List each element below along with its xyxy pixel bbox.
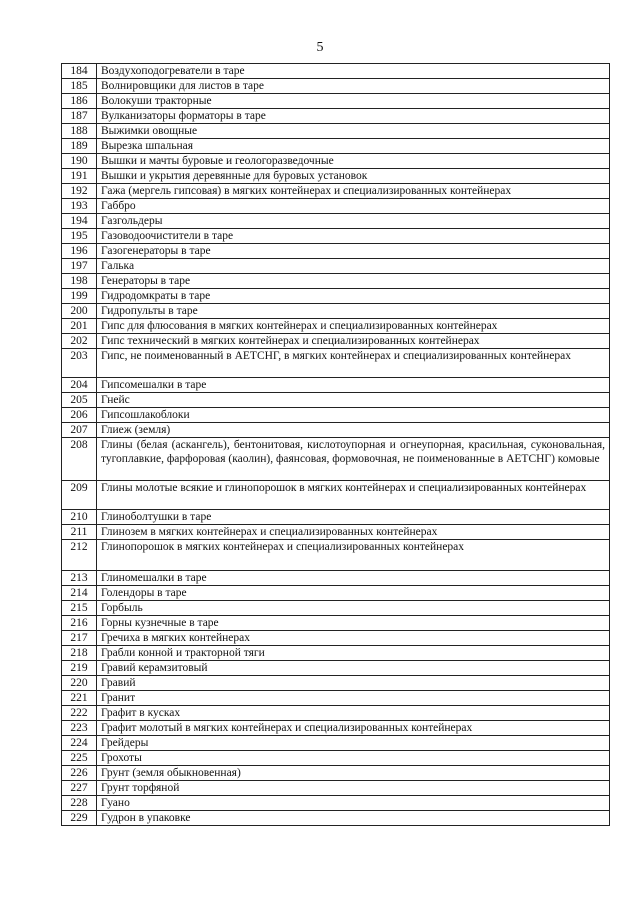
table-row: [62, 304, 610, 319]
cargo-name: Газгольдеры: [97, 214, 610, 229]
cargo-name: Гуано: [97, 796, 610, 811]
row-number: 223: [62, 721, 97, 736]
cargo-name: Галька: [97, 259, 610, 274]
cargo-name: Глиноболтушки в таре: [97, 510, 610, 525]
table-row: [62, 661, 610, 676]
table-row: [62, 676, 610, 691]
row-number: 185: [62, 79, 97, 94]
row-number: 215: [62, 601, 97, 616]
row-number: 198: [62, 274, 97, 289]
row-number: 202: [62, 334, 97, 349]
table-row: [62, 109, 610, 124]
cargo-name: Гравий керамзитовый: [97, 661, 610, 676]
table-row: [62, 691, 610, 706]
table-row: [62, 631, 610, 646]
table-row: [62, 525, 610, 540]
table-row: [62, 796, 610, 811]
cargo-name: Генераторы в таре: [97, 274, 610, 289]
table-row: [62, 229, 610, 244]
table-row: [62, 79, 610, 94]
row-number: 203: [62, 349, 97, 378]
cargo-name: Глинопорошок в мягких контейнерах и специализированных контейнерах: [97, 540, 610, 571]
table-row: [62, 481, 610, 510]
table-row: [62, 751, 610, 766]
table-row: [62, 766, 610, 781]
cargo-name: Гречиха в мягких контейнерах: [97, 631, 610, 646]
table-row: [62, 94, 610, 109]
cargo-name: Гипс технический в мягких контейнерах и специализированных контейнерах: [97, 334, 610, 349]
row-number: 211: [62, 525, 97, 540]
row-number: 225: [62, 751, 97, 766]
cargo-name: Глинозем в мягких контейнерах и специализированных контейнерах: [97, 525, 610, 540]
cargo-name: Глиномешалки в таре: [97, 571, 610, 586]
row-number: 188: [62, 124, 97, 139]
cargo-name: Гранит: [97, 691, 610, 706]
row-number: 184: [62, 64, 97, 79]
table-row: [62, 349, 610, 378]
row-number: 214: [62, 586, 97, 601]
table-row: [62, 124, 610, 139]
table-row: [62, 214, 610, 229]
row-number: 217: [62, 631, 97, 646]
row-number: 192: [62, 184, 97, 199]
row-number: 212: [62, 540, 97, 571]
row-number: 207: [62, 423, 97, 438]
page-number: 5: [316, 40, 324, 55]
row-number: 199: [62, 289, 97, 304]
table-row: [62, 736, 610, 751]
row-number: 201: [62, 319, 97, 334]
row-number: 220: [62, 676, 97, 691]
row-number: 210: [62, 510, 97, 525]
table-row: [62, 781, 610, 796]
cargo-name: Глины молотые всякие и глинопорошок в мягких контейнерах и специализированных контейнерах: [97, 481, 610, 510]
cargo-list-table: [61, 63, 610, 826]
table-row: [62, 289, 610, 304]
table-row: [62, 423, 610, 438]
table-row: [62, 646, 610, 661]
row-number: 204: [62, 378, 97, 393]
table-row: [62, 64, 610, 79]
row-number: 206: [62, 408, 97, 423]
cargo-name: Грунт (земля обыкновенная): [97, 766, 610, 781]
cargo-name: Габбро: [97, 199, 610, 214]
row-number: 218: [62, 646, 97, 661]
table-row: [62, 334, 610, 349]
row-number: 228: [62, 796, 97, 811]
table-row: [62, 408, 610, 423]
row-number: 205: [62, 393, 97, 408]
cargo-name: Волнировщики для листов в таре: [97, 79, 610, 94]
row-number: 189: [62, 139, 97, 154]
table-row: [62, 438, 610, 481]
table-body: [62, 64, 610, 826]
table-row: [62, 199, 610, 214]
cargo-name: Грохоты: [97, 751, 610, 766]
cargo-name: Вышки и мачты буровые и геологоразведочные: [97, 154, 610, 169]
row-number: 209: [62, 481, 97, 510]
table-row: [62, 586, 610, 601]
cargo-name: Волокуши тракторные: [97, 94, 610, 109]
cargo-name: Горны кузнечные в таре: [97, 616, 610, 631]
cargo-name: Графит молотый в мягких контейнерах и специализированных контейнерах: [97, 721, 610, 736]
cargo-name: Выжимки овощные: [97, 124, 610, 139]
cargo-name: Гнейс: [97, 393, 610, 408]
row-number: 221: [62, 691, 97, 706]
table-row: [62, 601, 610, 616]
cargo-name: Воздухоподогреватели в таре: [97, 64, 610, 79]
row-number: 229: [62, 811, 97, 826]
cargo-name: Глиеж (земля): [97, 423, 610, 438]
cargo-name: Вулканизаторы форматоры в таре: [97, 109, 610, 124]
cargo-name: Гидропульты в таре: [97, 304, 610, 319]
cargo-name: Гипс для флюсования в мягких контейнерах и специализированных контейнерах: [97, 319, 610, 334]
row-number: 216: [62, 616, 97, 631]
row-number: 193: [62, 199, 97, 214]
row-number: 226: [62, 766, 97, 781]
row-number: 227: [62, 781, 97, 796]
table-row: [62, 540, 610, 571]
cargo-name: Газоводоочистители в таре: [97, 229, 610, 244]
row-number: 195: [62, 229, 97, 244]
row-number: 197: [62, 259, 97, 274]
cargo-name: Вырезка шпальная: [97, 139, 610, 154]
table-row: [62, 721, 610, 736]
cargo-name: Гудрон в упаковке: [97, 811, 610, 826]
cargo-name: Голендоры в таре: [97, 586, 610, 601]
table-row: [62, 259, 610, 274]
cargo-name: Гажа (мергель гипсовая) в мягких контейнерах и специализированных контейнерах: [97, 184, 610, 199]
row-number: 186: [62, 94, 97, 109]
table-row: [62, 169, 610, 184]
row-number: 190: [62, 154, 97, 169]
cargo-name: Грейдеры: [97, 736, 610, 751]
cargo-name: Газогенераторы в таре: [97, 244, 610, 259]
table-row: [62, 393, 610, 408]
table-row: [62, 184, 610, 199]
cargo-name: Гипс, не поименованный в АЕТСНГ, в мягких контейнерах и специализированных контейнерах: [97, 349, 610, 378]
table-row: [62, 139, 610, 154]
row-number: 196: [62, 244, 97, 259]
row-number: 194: [62, 214, 97, 229]
row-number: 208: [62, 438, 97, 481]
cargo-name: Горбыль: [97, 601, 610, 616]
cargo-name: Грунт торфяной: [97, 781, 610, 796]
row-number: 200: [62, 304, 97, 319]
row-number: 191: [62, 169, 97, 184]
row-number: 222: [62, 706, 97, 721]
cargo-name: Гравий: [97, 676, 610, 691]
cargo-name: Глины (белая (аскангель), бентонитовая, кислотоупорная и огнеупорная, красильная, суконовальная, тугоплавкие, фарфоровая (каолин), фаянсовая, формовочная, не поименованные в АЕТСНГ) комовые: [97, 438, 610, 481]
row-number: 187: [62, 109, 97, 124]
cargo-name: Гидродомкраты в таре: [97, 289, 610, 304]
cargo-name: Графит в кусках: [97, 706, 610, 721]
table-row: [62, 244, 610, 259]
cargo-name: Гипсошлакоблоки: [97, 408, 610, 423]
table-row: [62, 811, 610, 826]
row-number: 224: [62, 736, 97, 751]
table-row: [62, 154, 610, 169]
table-row: [62, 319, 610, 334]
row-number: 213: [62, 571, 97, 586]
table-row: [62, 571, 610, 586]
table-row: [62, 706, 610, 721]
table-row: [62, 378, 610, 393]
table-row: [62, 274, 610, 289]
cargo-name: Грабли конной и тракторной тяги: [97, 646, 610, 661]
table-row: [62, 510, 610, 525]
table-row: [62, 616, 610, 631]
cargo-name: Гипсомешалки в таре: [97, 378, 610, 393]
row-number: 219: [62, 661, 97, 676]
cargo-name: Вышки и укрытия деревянные для буровых установок: [97, 169, 610, 184]
